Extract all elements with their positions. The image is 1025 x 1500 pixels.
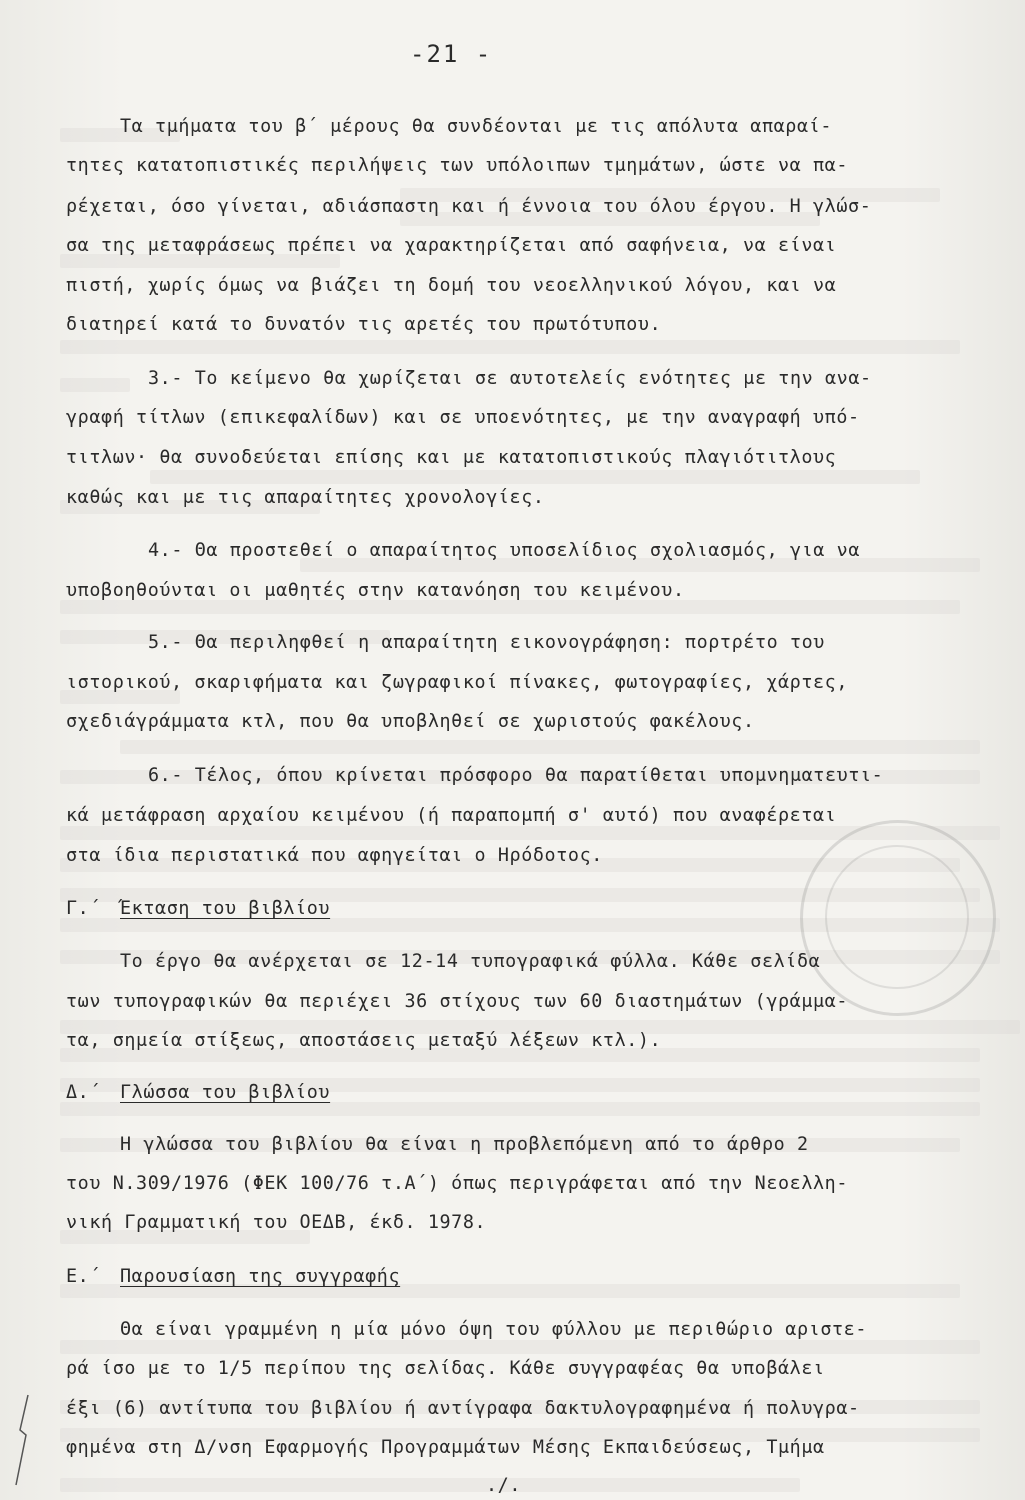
text-line: τητες κατατοπιστικές περιλήψεις των υπόλοιπων τμημάτων, ώστε να πα- xyxy=(66,155,849,176)
text-line: υποβοηθούνται οι μαθητές στην κατανόηση του κειμένου. xyxy=(66,580,685,601)
text-line: πιστή, χωρίς όμως να βιάζει τη δομή του νεοελληνικού λόγου, και να xyxy=(66,275,837,296)
handwritten-margin-mark xyxy=(6,1390,36,1500)
text-line: 3.- Το κείμενο θα χωρίζεται σε αυτοτελείς ενότητες με την ανα- xyxy=(148,368,872,389)
text-line: έξι (6) αντίτυπα του βιβλίου ή αντίγραφα δακτυλογραφημένα ή πολυγρα- xyxy=(66,1398,860,1419)
section-letter: Δ.΄ xyxy=(66,1082,102,1103)
text-line: των τυπογραφικών θα περιέχει 36 στίχους των 60 διαστημάτων (γράμμα- xyxy=(66,991,849,1012)
text-line: ρέχεται, όσο γίνεται, αδιάσπαστη και ή έννοια του όλου έργου. Η γλώσ- xyxy=(66,196,872,217)
section-letter: Ε.΄ xyxy=(66,1266,102,1287)
text-line: 4.- Θα προστεθεί ο απαραίτητος υποσελίδιος σχολιασμός, για να xyxy=(148,540,860,561)
text-line: ρά ίσο με το 1/5 περίπου της σελίδας. Κάθε συγγραφέας θα υποβάλει xyxy=(66,1358,825,1379)
page-number: -21 - xyxy=(410,40,493,68)
faint-stamp-seal xyxy=(800,820,996,1016)
text-line: 5.- Θα περιληφθεί η απαραίτητη εικονογράφηση: πορτρέτο του xyxy=(148,632,825,653)
text-line: τιτλων· θα συνοδεύεται επίσης και με κατατοπιστικούς πλαγιότιτλους xyxy=(66,447,837,468)
text-line: Το έργο θα ανέρχεται σε 12-14 τυπογραφικά φύλλα. Κάθε σελίδα xyxy=(120,951,821,972)
text-line: ./. xyxy=(486,1475,522,1496)
text-line: Τα τμήματα του β΄ μέρους θα συνδέονται με τις απόλυτα απαραί- xyxy=(120,116,832,137)
section-letter: Γ.΄ xyxy=(66,898,102,919)
section-heading: Γλώσσα του βιβλίου xyxy=(120,1082,331,1103)
text-line: 6.- Τέλος, όπου κρίνεται πρόσφορο θα παρατίθεται υπομνηματευτι- xyxy=(148,765,884,786)
section-heading: Παρουσίαση της συγγραφής xyxy=(120,1266,401,1287)
text-line: σα της μεταφράσεως πρέπει να χαρακτηρίζεται από σαφήνεια, να είναι xyxy=(66,235,837,256)
text-line: Θα είναι γραμμένη η μία μόνο όψη του φύλλου με περιθώριο αριστε- xyxy=(120,1319,868,1340)
text-line: νική Γραμματική του ΟΕΔΒ, έκδ. 1978. xyxy=(66,1212,487,1233)
text-line: σχεδιάγράμματα κτλ, που θα υποβληθεί σε χωριστούς φακέλους. xyxy=(66,711,755,732)
text-line: διατηρεί κατά το δυνατόν τις αρετές του πρωτότυπου. xyxy=(66,314,662,335)
text-line: στα ίδια περιστατικά που αφηγείται ο Ηρόδοτος. xyxy=(66,845,603,866)
text-line: γραφή τίτλων (επικεφαλίδων) και σε υποενότητες, με την αναγραφή υπό- xyxy=(66,407,860,428)
text-line: φημένα στη Δ/νση Εφαρμογής Προγραμμάτων Μέσης Εκπαιδεύσεως, Τμήμα xyxy=(66,1437,825,1458)
text-line: Η γλώσσα του βιβλίου θα είναι η προβλεπόμενη από το άρθρο 2 xyxy=(120,1134,809,1155)
text-line: ιστορικού, σκαριφήματα και ζωγραφικοί πίνακες, φωτογραφίες, χάρτες, xyxy=(66,672,849,693)
text-line: τα, σημεία στίξεως, αποστάσεις μεταξύ λέξεων κτλ.). xyxy=(66,1030,662,1051)
text-line: του Ν.309/1976 (ΦΕΚ 100/76 τ.Α΄) όπως περιγράφεται από την Νεοελλη- xyxy=(66,1173,849,1194)
section-heading: Έκταση του βιβλίου xyxy=(120,898,331,919)
text-line: καθώς και με τις απαραίτητες χρονολογίες. xyxy=(66,487,545,508)
text-line: κά μετάφραση αρχαίου κειμένου (ή παραπομπή σ' αυτό) που αναφέρεται xyxy=(66,805,837,826)
